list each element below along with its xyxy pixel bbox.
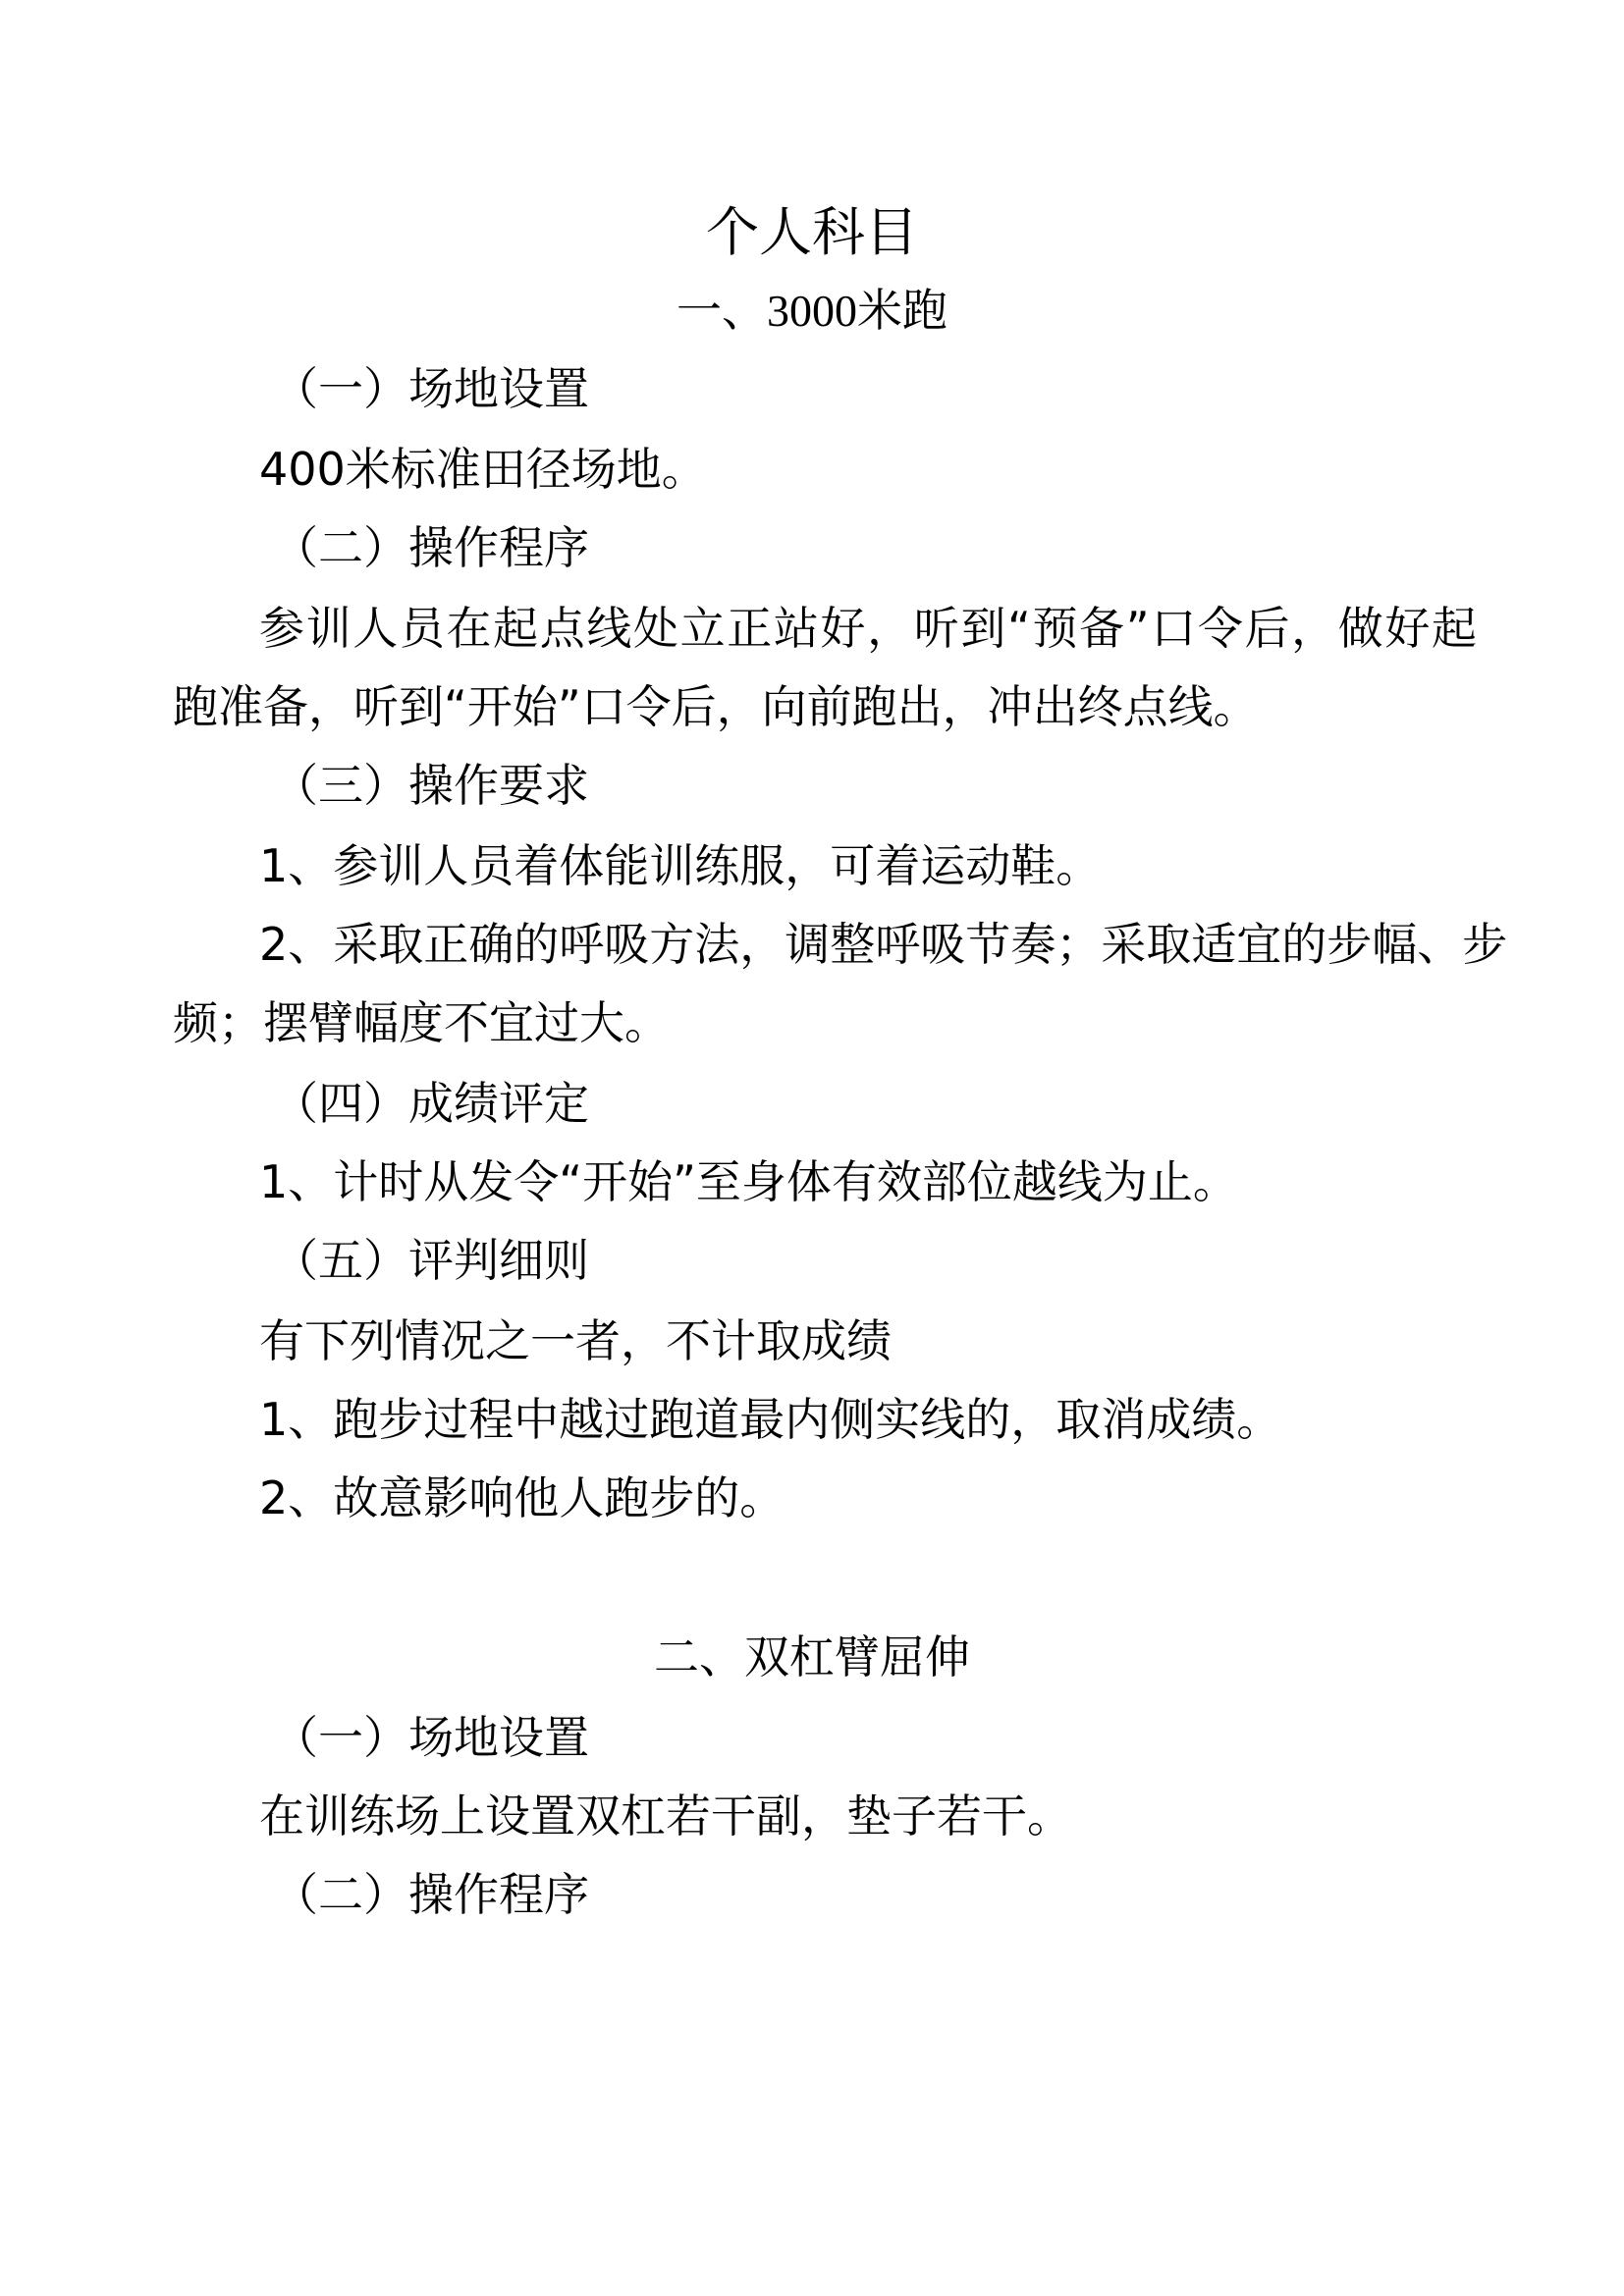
section-2-site-heading: （一）场地设置 [273,1711,589,1764]
section-1-rules-intro: 有下列情况之一者，不计取成绩 [259,1314,892,1367]
section-1-requirement-1: 1、参训人员着体能训练服，可着运动鞋。 [259,839,1102,892]
section-2-site-text: 在训练场上设置双杠若干副，垫子若干。 [259,1789,1072,1842]
section-1-requirement-2-line1: 2、采取正确的呼吸方法，调整呼吸节奏；采取适宜的步幅、步 [259,918,1508,971]
section-1-rule-1: 1、跑步过程中越过跑道最内侧实线的，取消成绩。 [259,1393,1282,1446]
section-1-heading-suffix: 米跑 [857,284,947,337]
document-title: 个人科目 [706,201,918,263]
section-1-heading-number: 3000 [767,286,857,336]
section-1-procedure-line2: 跑准备，听到“开始”口令后，向前跑出，冲出终点线。 [173,680,1259,733]
section-2-procedure-heading: （二）操作程序 [273,1868,589,1921]
section-1-requirements-heading: （三）操作要求 [273,759,589,812]
section-1-procedure-heading: （二）操作程序 [273,521,589,574]
section-1-procedure-line1: 参训人员在起点线处立正站好，听到“预备”口令后，做好起 [259,602,1477,655]
section-1-rule-2: 2、故意影响他人跑步的。 [259,1471,785,1524]
section-1-scoring-1: 1、计时从发令“开始”至身体有效部位越线为止。 [259,1155,1238,1208]
section-1-requirement-2-line2: 频；摆臂幅度不宜过大。 [173,996,670,1049]
section-1-rules-heading: （五）评判细则 [273,1234,589,1287]
section-2-heading: 二、双杠臂屈伸 [654,1630,970,1683]
section-1-scoring-heading: （四）成绩评定 [273,1077,589,1130]
section-1-site-heading: （一）场地设置 [273,362,589,415]
section-1-site-text: 400米标准田径场地。 [259,443,707,496]
section-1-heading-prefix: 一、 [677,284,767,337]
section-1-heading [0,281,1624,340]
